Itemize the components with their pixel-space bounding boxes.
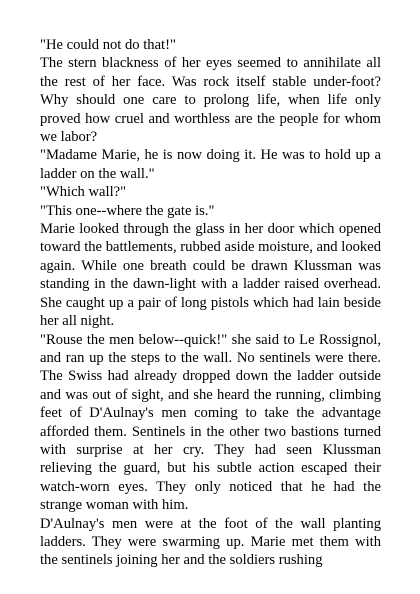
paragraph-7: "Rouse the men below--quick!" she said to Le Rossignol, and ran up the steps to the wall. No sentinels were there. The Swiss had already dropped down the ladder outside and was out of sight, and she heard the running, climbing feet of D'Aulnay's men coming to take the advantage afforded them. Sentinels in the other two bastions turned with surprise at her cry. They had seen Klussman relieving the guard, but his subtle action escaped their watch-worn eyes. They only noticed that he had the strange woman with him. [40, 331, 381, 514]
paragraph-1: "He could not do that!" [40, 37, 176, 53]
paragraph-8: D'Aulnay's men were at the foot of the wall planting ladders. They were swarming up. Marie met them with the sentinels joining her and the soldiers rushing [40, 515, 381, 569]
paragraph-5: "This one--where the gate is." [40, 202, 215, 219]
paragraph-2: The stern blackness of her eyes seemed to annihilate all the rest of her face. Was rock itself stable under-foot? Why should one care to prolong life, when life only proved how cruel and worthless are the people for whom we labor? [40, 55, 381, 146]
paragraph-4: "Which wall?" [40, 184, 127, 201]
text-column [40, 36, 381, 570]
paragraph-6: Marie looked through the glass in her door which opened toward the battlements, rubbed aside moisture, and looked again. While one breath could be drawn Klussman was standing in the dawn-light with a ladder raised overhead. She caught up a pair of long pistols which had lain beside her all night. [40, 221, 381, 330]
paragraph-3: "Madame Marie, he is now doing it. He was to hold up a ladder on the wall." [40, 147, 381, 182]
